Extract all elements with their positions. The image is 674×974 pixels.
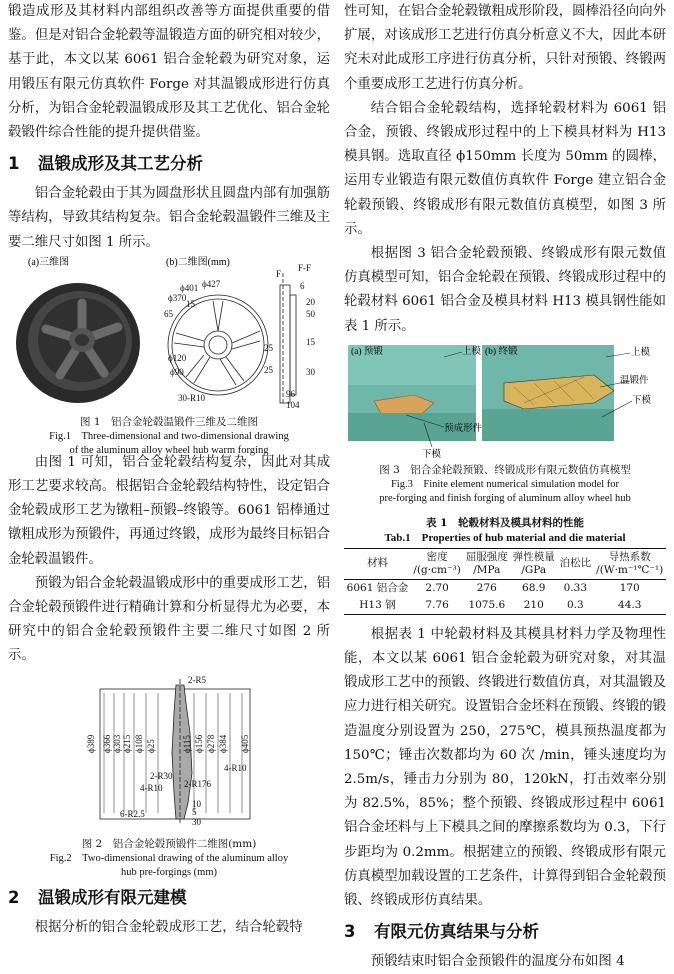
dim-text: 10 [192,798,201,809]
figure-2-caption-en-line2: hub pre-forgings (mm) [120,866,218,878]
dim-text: 6-R2.5 [120,808,145,819]
fig1-label-b: (b)二维图(mm) [166,256,230,268]
dim-text: ϕ366 [102,734,112,753]
table-cell: H13 钢 [344,597,411,615]
table-header-unit: /(g·cm⁻³) [413,563,461,576]
dim-text: 20 [306,296,315,307]
paragraph-right-a: 结合铝合金轮毂结构，选择轮毂材料为 6061 铝合金，预锻、终锻成形过程中的上下模具材料为 H13 模具钢。选取直径 ϕ150mm 长度为 50mm 的圆棒，运用专业锻造有限元数值仿真软件 Forge 建立铝合金轮毂预锻、终锻成形有限元数值仿真模型，如图 3 所示。 [344,100,666,237]
dim-text: ϕ278 [206,734,216,753]
right-column [344,0,666,974]
paragraph-intro-continued: 锻造成形及其材料内部组织改善等方面提供重要的借鉴。但是对铝合金轮毂等温锻造方面的研究相对较少，基于此，本文以某 6061 铝合金轮毂为研究对象，运用锻压有限元仿真软件 Forge 对其温锻成形进行仿真分析，为铝合金轮毂温锻成形及其工艺优化、铝合金轮毂锻件综合性能的提升提供借鉴。 [8,4,330,141]
table-header-unit: /MPa [473,563,501,576]
paragraph-sec1-b: 由图 1 可知，铝合金轮毂结构复杂，因此对其成形工艺要求较高。根据铝合金轮毂结构特性，设定铝合金轮毂成形工艺为镦粗–预锻–终锻等。6061 铝棒通过镦粗成形为预锻件，再通过终锻，成形为最终目标铝合金轮毂温锻件。 [8,454,330,567]
table-header-label: 泊松比 [559,557,592,570]
wheel-3d-render [16,283,140,403]
dim-text: 104 [286,399,300,410]
dim-text: ϕ156 [194,734,204,753]
table-header-cell [593,548,666,579]
table-header-cell [411,548,463,579]
section-1-number: 1 [8,154,20,174]
table-cell: 210 [510,597,557,615]
dim-text: 50 [306,308,315,319]
table-header-label: 屈服强度 [465,550,508,563]
dim-text: 2-R5 [188,674,206,685]
dim-text: 2-R176 [184,778,211,789]
figure-2 [8,673,330,878]
fig3-preform: 预成形件 [444,423,483,434]
figure-1-drawing [8,255,330,411]
dim-text: 25 [264,364,273,375]
figure-1-caption-en-line2: of the aluminum alloy wheel hub warm forging [69,444,269,456]
left-column [8,0,330,940]
figure-3-drawing [344,343,666,459]
fig3-upper-die-b: 上模 [631,347,651,358]
table-1-title-en: Tab.1 Properties of hub material and die material [384,531,626,544]
section-3-number: 3 [344,922,356,942]
dim-text: ϕ427 [202,278,221,289]
dim-text: 30 [192,816,201,827]
table-header-label: 导热系数 [608,550,651,563]
table-header-cell [557,548,593,579]
figure-2-caption-cn: 图 2 铝合金轮毂预锻件二维图(mm) [81,837,257,850]
paragraph-right-continued: 性可知，在铝合金轮毂镦粗成形阶段，圆棒沿径向向外扩展，对该成形工艺进行仿真分析意义不大，因此本研究未对此成形工序进行仿真分析，只针对预锻、终锻两个重要成形工艺进行仿真分析。 [344,4,666,92]
figure-1 [8,255,330,456]
table-header-label: 弹性模量 [512,550,555,563]
properties-table [344,548,666,615]
table-header-label: 密度 [426,550,448,563]
table-row [344,597,666,615]
table-cell: 0.33 [563,581,588,594]
dim-text: F-F [298,262,312,273]
table-cell: 276 [476,581,497,594]
table-cell: 1075.6 [463,597,510,615]
dim-text: 4-R10 [140,782,163,793]
dim-text: ϕ370 [168,292,187,303]
figure-1-caption-en-line1: Fig.1 Three-dimensional and two-dimensional drawing [49,430,289,442]
dim-text: ϕ215 [122,734,132,753]
fig3-forging: 温锻件 [620,375,649,386]
figure-3-caption-cn: 图 3 铝合金轮毂预锻、终锻成形有限元数值仿真模型 [379,463,631,476]
dim-text: F [276,268,282,279]
table-cell: 44.3 [593,597,666,615]
fig3-upper-die-a: 上模 [462,346,482,357]
table-cell: 6061 铝合金 [346,581,409,594]
dim-text: 25 [264,342,273,353]
dim-text: 2-R30 [150,770,173,781]
table-header-cell [463,548,510,579]
dim-text: ϕ405 [240,734,250,753]
dim-text: ϕ25 [146,738,156,753]
section-3-title: 有限元仿真结果与分析 [374,922,539,942]
dim-text: 5 [192,806,197,817]
section-3-heading [344,919,666,945]
table-1 [344,516,666,615]
figure-3-caption-en-line1: Fig.3 Finite element numerical simulation model for [390,478,620,490]
table-cell: 7.76 [411,597,463,615]
section-1-heading [8,151,330,177]
paragraph-sec2-a: 根据分析的铝合金轮毂成形工艺，结合轮毂特 [34,919,303,935]
fig3-lower-die: 下模 [422,449,442,460]
section-2-number: 2 [8,887,20,907]
section-2-title: 温锻成形有限元建模 [38,887,187,907]
dim-text: 30-R10 [178,392,205,403]
figure-1-caption-cn: 图 1 铝合金轮毂温锻件三维及二维图 [79,415,259,428]
figure-2-caption-en-line1: Fig.2 Two-dimensional drawing of the aluminum alloy [49,852,289,864]
dim-text: ϕ389 [86,734,96,753]
table-cell: 2.70 [425,581,449,594]
table-row [344,579,666,597]
dim-text: 96 [286,388,295,399]
paragraph-sec3-a: 预锻结束时铝合金预锻件的温度分布如图 4 [370,954,625,970]
table-header-cell [510,548,557,579]
dim-text: 15 [186,298,195,309]
fig3-label-b: (b) 终锻 [485,346,518,357]
figure-3-caption-en-line2: pre-forging and finish forging of aluminum alloy wheel hub [379,492,631,504]
dim-text: 4-R10 [224,762,247,773]
dim-text: 30 [306,366,315,377]
dim-text: ϕ90 [170,366,184,377]
dim-text: 65 [164,308,173,319]
figure-2-drawing [8,673,330,833]
paragraph-sec1-c: 预锻为铝合金轮毂温锻成形中的重要成形工艺，铝合金轮毂预锻件进行精确计算和分析显得尤为必要，本研究中的铝合金轮毂预锻件主要二维尺寸如图 2 所示。 [8,575,330,664]
table-header-unit: /(W·m⁻¹℃⁻¹) [596,563,664,576]
table-1-title-cn: 表 1 轮毂材料及模具材料的性能 [426,516,584,529]
paragraph-right-c: 根据表 1 中轮毂材料及其模具材料力学及物理性能，本文以某 6061 铝合金轮毂为研究对象，对其温锻成形工艺中的预锻、终锻进行数值仿真，对其温锻及应力进行相关研究。设置铝合金坯料在预锻、终锻的锻造温度分别设置为 250，275℃，模具预热温度都为 150℃；锤击次数都均为 60 次 /min，锤头速度均为 2.5m/s，锤击力分别为 80，120kN，打击效率分别为 82.5%，85%；整个预锻、终锻成形过程中 6061 铝合金坯料与上下模具之间的摩擦系数均为 0.3，下行步距均为 0.2mm。根据建立的预锻、终锻成形有限元仿真模型加载设置的工艺条件，计算得到铝合金轮毂预锻、终锻成形仿真结果。 [344,626,666,909]
fig3-lower-die-b: 下模 [632,395,652,406]
dim-text: ϕ120 [168,352,187,363]
dim-text: 6 [300,280,305,291]
dim-text: ϕ115 [182,734,192,753]
table-header-label: 材料 [366,557,388,570]
table-cell: 170 [619,581,640,594]
table-header-unit: /GPa [521,563,547,576]
paragraph-sec1-a: 铝合金轮毂由于其为圆盘形状且圆盘内部有加强筋等结构，导致其结构复杂。铝合金轮毂温锻件三维及主要二维尺寸如图 1 所示。 [8,186,330,250]
dim-text: 15 [306,336,315,347]
dim-text: ϕ303 [112,734,122,753]
figure-3 [344,343,666,506]
dim-text: ϕ108 [134,734,144,753]
dim-text: ϕ401 [180,282,199,293]
fig3-label-a: (a) 预锻 [351,346,383,357]
table-cell: 0.3 [557,597,593,615]
section-1-title: 温锻成形及其工艺分析 [38,154,203,174]
table-header-cell [344,548,411,579]
table-cell: 68.9 [522,581,546,594]
fig1-label-a: (a)三维图 [28,256,70,268]
dim-text: ϕ384 [218,734,228,753]
paragraph-right-b: 根据图 3 铝合金轮毂预锻、终锻成形有限元数值仿真模型可知，铝合金轮毂在预锻、终锻成形过程中的轮毂材料 6061 铝合金及模具材料 H13 模具钢性能如表 1 所示。 [344,246,666,334]
section-2-heading [8,885,330,911]
